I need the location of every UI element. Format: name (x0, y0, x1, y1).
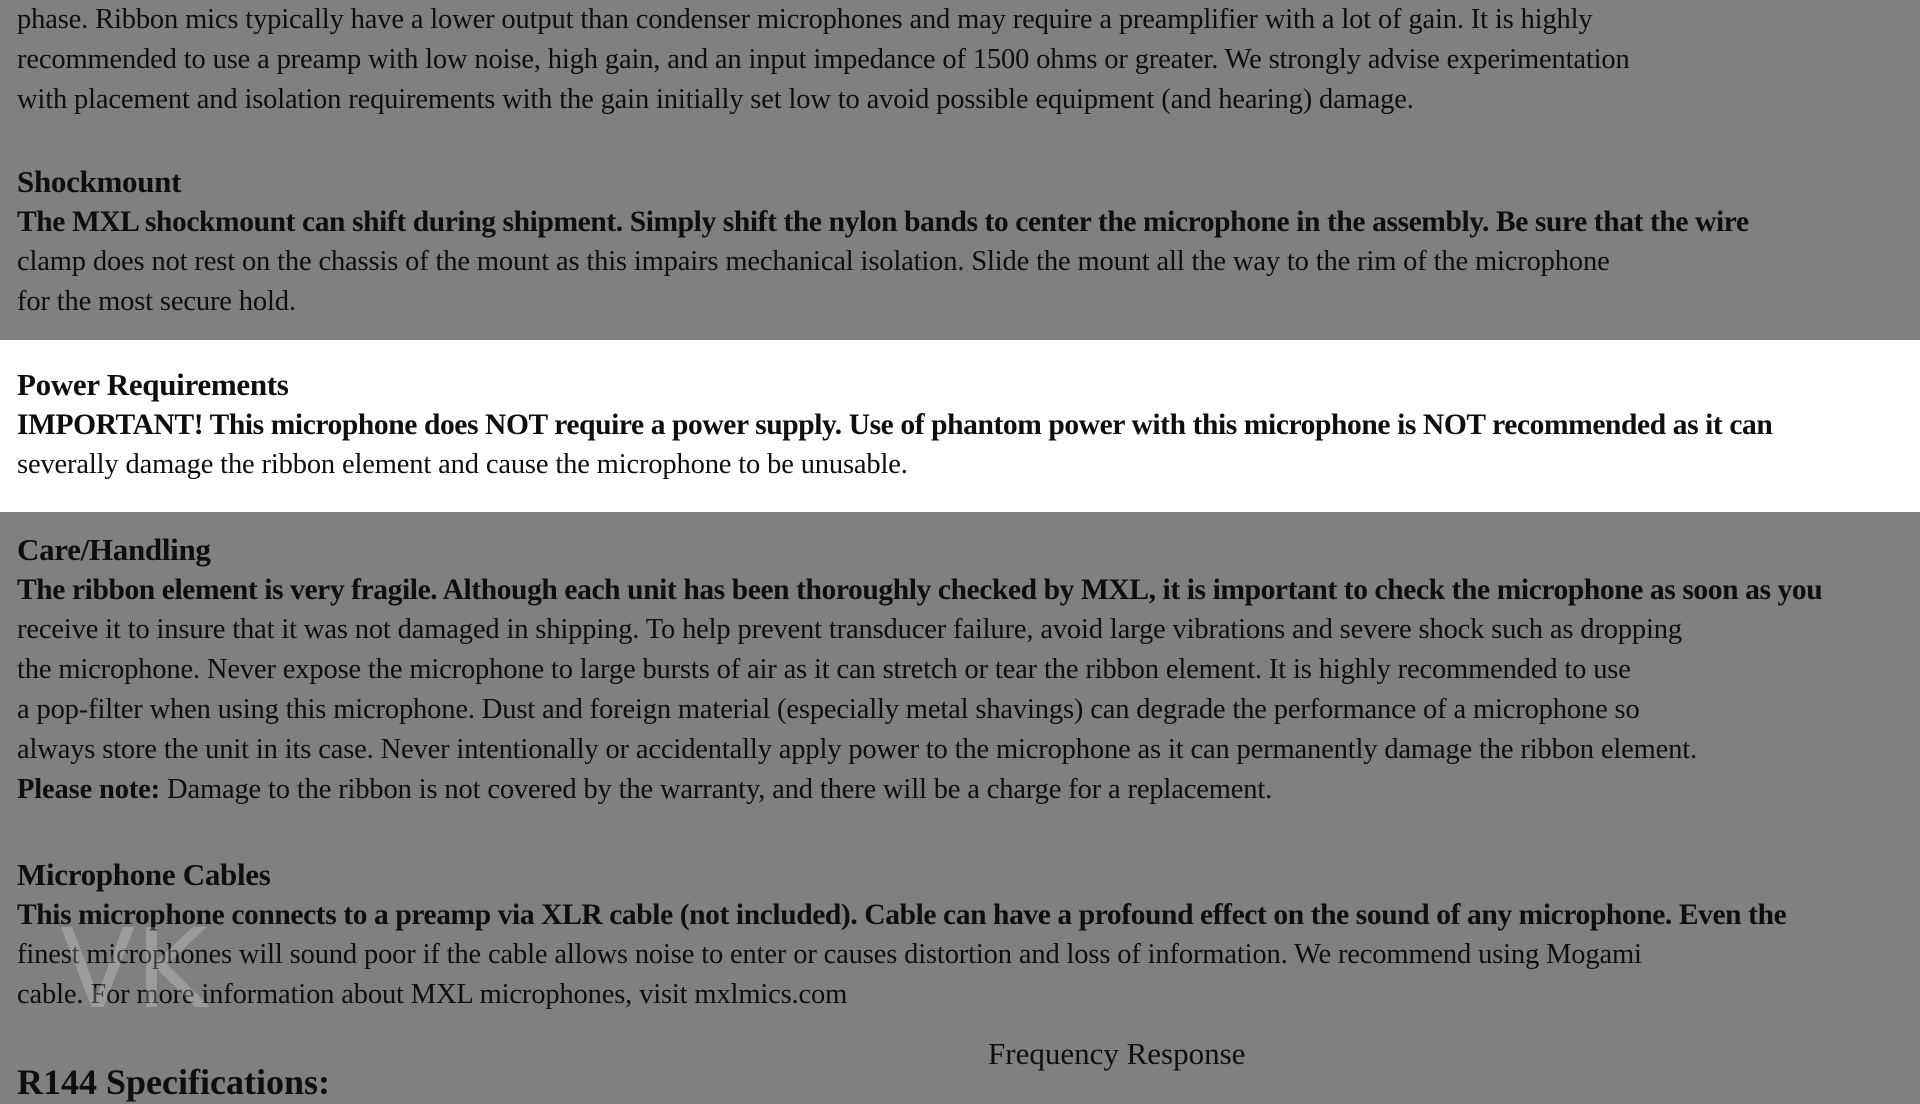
power-section (0, 340, 1920, 512)
care-note (17, 770, 1910, 810)
care-section (0, 530, 1920, 820)
intro-section (0, 0, 1920, 130)
shockmount-section (0, 162, 1920, 340)
shockmount-heading: Shockmount (17, 164, 182, 199)
cables-line: cable. For more information about MXL microphones, visit mxlmics.com (17, 979, 848, 1010)
care-line: always store the unit in its case. Never intentionally or accidentally apply power to the microphone as it can permanently damage the ribbon element. (17, 734, 1697, 765)
care-line: receive it to insure that it was not damaged in shipping. To help prevent transducer failure, avoid large vibrations and severe shock such as dropping (17, 614, 1682, 645)
intro-line: recommended to use a preamp with low noise, high gain, and an input impedance of 1500 ohms or greater. We strongly advise experimentation (17, 44, 1630, 75)
care-lead: The ribbon element is very fragile. Although each unit has been thoroughly checked by MXL, it is important to check the microphone as soon as you (17, 574, 1823, 606)
cables-section (0, 855, 1920, 1025)
watermark-logo: VK (60, 905, 208, 1033)
shockmount-lead: The MXL shockmount can shift during shipment. Simply shift the nylon bands to center the microphone in the assembly. Be sure that the wire (17, 206, 1749, 238)
care-note-label: Please note: (17, 774, 161, 805)
power-line: severally damage the ribbon element and cause the microphone to be unusable. (17, 449, 908, 480)
specifications-heading: R144 Specifications: (17, 1062, 330, 1102)
care-line: the microphone. Never expose the microphone to large bursts of air as it can stretch or tear the ribbon element. It is highly recommended to use (17, 654, 1631, 685)
power-heading: Power Requirements (17, 367, 289, 402)
cables-lead: This microphone connects to a preamp via XLR cable (not included). Cable can have a profound effect on the sound of any microphone. Even the (17, 899, 1787, 931)
intro-line: with placement and isolation requirements with the gain initially set low to avoid possible equipment (and hearing) damage. (17, 84, 1414, 115)
power-lead: IMPORTANT! This microphone does NOT require a power supply. Use of phantom power with this microphone is NOT recommended as it can (17, 409, 1773, 441)
care-line: a pop-filter when using this microphone. Dust and foreign material (especially metal shavings) can degrade the performance of a microphone so (17, 694, 1640, 725)
cables-heading: Microphone Cables (17, 857, 271, 892)
care-note-text: Damage to the ribbon is not covered by the warranty, and there will be a charge for a replacement. (160, 774, 1273, 805)
intro-line: phase. Ribbon mics typically have a lower output than condenser microphones and may require a preamplifier with a lot of gain. It is highly (17, 4, 1593, 35)
frequency-response-label: Frequency Response (988, 1036, 1246, 1071)
cables-line: finest microphones will sound poor if the cable allows noise to enter or causes distortion and loss of information. We recommend using Mogami (17, 939, 1642, 970)
shockmount-line: clamp does not rest on the chassis of the mount as this impairs mechanical isolation. Slide the mount all the way to the rim of the microphone (17, 246, 1610, 277)
care-heading: Care/Handling (17, 532, 211, 567)
shockmount-line: for the most secure hold. (17, 286, 296, 317)
